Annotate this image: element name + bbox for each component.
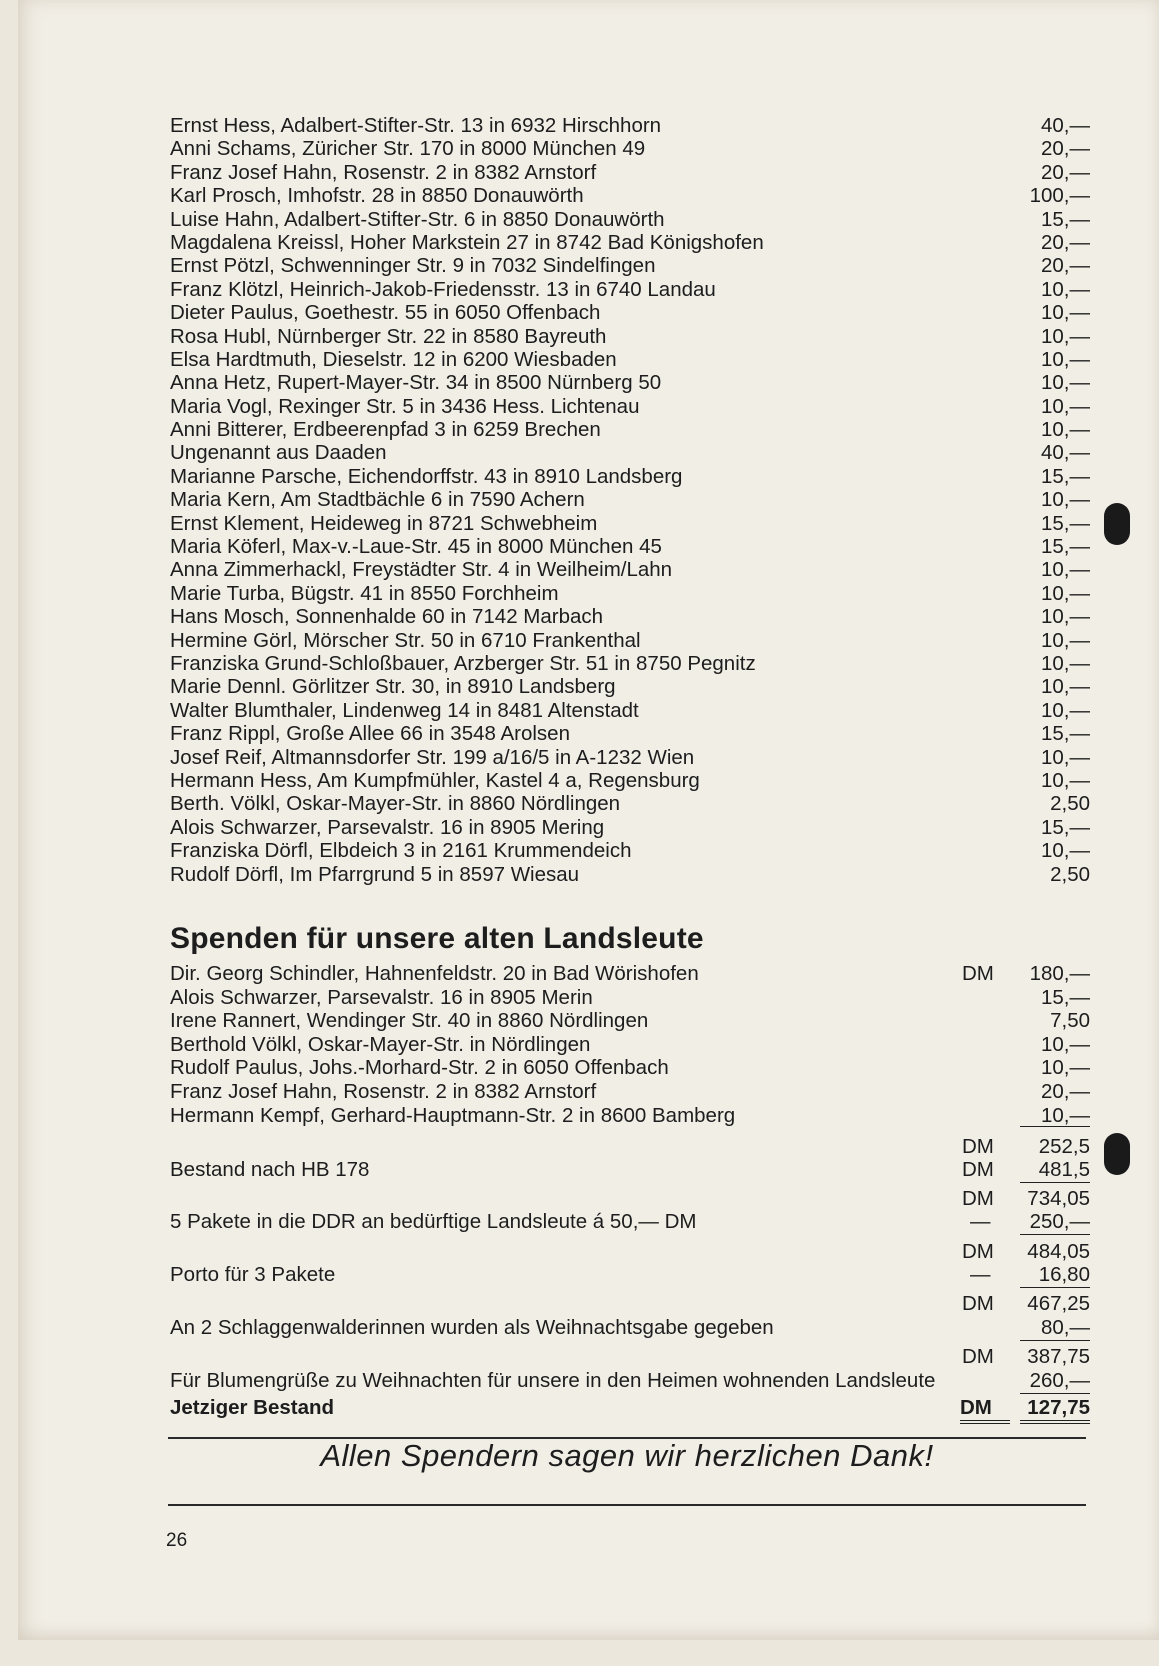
donor-name: Franz Josef Hahn, Rosenstr. 2 in 8382 Arnstorf <box>170 160 597 184</box>
donation-amount: 40,— <box>1041 114 1090 137</box>
amount: 481,5 <box>1020 1158 1090 1183</box>
ledger-sum-4 <box>170 1292 1090 1316</box>
thanks-text: Allen Spendern sagen wir herzlichen Dank! <box>320 1438 934 1473</box>
donation-amount: 10,— <box>1041 768 1090 792</box>
donation-amount: 10,— <box>1041 371 1090 395</box>
donation-amount: 20,— <box>1041 230 1090 254</box>
currency: DM <box>962 1187 994 1210</box>
currency: DM <box>962 1240 994 1263</box>
donation-row <box>170 605 1090 628</box>
elder-donation-row <box>170 1104 1090 1128</box>
elder-donation-row <box>170 962 1090 986</box>
label: Porto für 3 Pakete <box>170 1263 336 1286</box>
donation-row <box>170 371 1090 394</box>
donation-amount: 10,— <box>1041 347 1090 371</box>
label: Jetziger Bestand <box>170 1396 335 1419</box>
donation-amount: 15,— <box>1041 511 1090 535</box>
donation-amount: 10,— <box>1041 558 1090 582</box>
elder-donation-list <box>170 962 1090 1127</box>
donation-row <box>170 722 1090 745</box>
currency <box>962 1056 1020 1080</box>
currency: DM <box>962 1345 994 1368</box>
page-number: 26 <box>166 1530 188 1551</box>
donor-name: Hans Mosch, Sonnenhalde 60 in 7142 Marbach <box>170 605 604 629</box>
currency <box>962 1033 1020 1057</box>
donation-row <box>170 114 1090 137</box>
amount: 260,— <box>1020 1369 1090 1394</box>
donation-row <box>170 208 1090 231</box>
donor-name: Hermann Kempf, Gerhard-Hauptmann-Str. 2 in 8600 Bamberg <box>170 1103 736 1127</box>
donor-name: Magdalena Kreissl, Hoher Markstein 27 in 8742 Bad Königshofen <box>170 230 764 254</box>
ledger-porto <box>170 1263 1090 1287</box>
donation-amount: 15,— <box>1041 985 1090 1009</box>
donor-name: Rudolf Dörfl, Im Pfarrgrund 5 in 8597 Wiesau <box>170 862 580 886</box>
donor-name: Anni Schams, Züricher Str. 170 in 8000 München 49 <box>170 137 646 161</box>
donation-amount: 10,— <box>1041 1056 1090 1080</box>
donation-amount: 10,— <box>1041 675 1090 699</box>
donation-row <box>170 863 1090 886</box>
donor-name: Alois Schwarzer, Parsevalstr. 16 in 8905 Mering <box>170 815 605 839</box>
donation-amount: 10,— <box>1041 394 1090 418</box>
donation-amount: 10,— <box>1041 277 1090 301</box>
donation-amount: 40,— <box>1041 441 1090 465</box>
donation-row <box>170 137 1090 160</box>
donor-name: Hermann Hess, Am Kumpfmühler, Kastel 4 a, Regensburg <box>170 768 700 792</box>
donor-name: Irene Rannert, Wendinger Str. 40 in 8860 Nördlingen <box>170 1009 649 1033</box>
amount: 467,25 <box>1027 1292 1090 1315</box>
label: Für Blumengrüße zu Weihnachten für unsere in den Heimen wohnenden Landsleute <box>170 1369 936 1392</box>
donor-name: Hermine Görl, Mörscher Str. 50 in 6710 Frankenthal <box>170 628 641 652</box>
donor-name: Franz Josef Hahn, Rosenstr. 2 in 8382 Arnstorf <box>170 1079 597 1103</box>
donor-name: Maria Vogl, Rexinger Str. 5 in 3436 Hess. Lichtenau <box>170 394 640 418</box>
donation-row <box>170 792 1090 815</box>
amount: 127,75 <box>1020 1396 1090 1424</box>
amount: 80,— <box>1020 1316 1090 1341</box>
donor-name: Anna Hetz, Rupert-Mayer-Str. 34 in 8500 Nürnberg 50 <box>170 371 662 395</box>
donation-list <box>170 114 1090 886</box>
donor-name: Ernst Pötzl, Schwenninger Str. 9 in 7032 Sindelfingen <box>170 254 656 278</box>
donation-amount: 10,— <box>1041 488 1090 512</box>
donation-row <box>170 629 1090 652</box>
donor-name: Elsa Hardtmuth, Dieselstr. 12 in 6200 Wiesbaden <box>170 347 617 371</box>
donation-amount: 10,— <box>1041 745 1090 769</box>
ledger-blumen <box>170 1369 1090 1393</box>
donation-row <box>170 699 1090 722</box>
donation-amount: 15,— <box>1041 535 1090 559</box>
donation-amount: 10,— <box>1041 651 1090 675</box>
currency: DM <box>960 1396 1010 1424</box>
minus-sign: — <box>970 1210 991 1233</box>
elder-donation-row <box>170 986 1090 1010</box>
donation-amount: 20,— <box>1041 254 1090 278</box>
donor-name: Berthold Völkl, Oskar-Mayer-Str. in Nördlingen <box>170 1032 591 1056</box>
donation-amount: 10,— <box>1041 698 1090 722</box>
donation-amount: 15,— <box>1041 464 1090 488</box>
donation-amount: 180,— <box>1029 962 1090 985</box>
donation-row <box>170 441 1090 464</box>
currency: DM <box>962 962 994 985</box>
ledger-subtotal-1 <box>170 1135 1090 1159</box>
donation-row <box>170 395 1090 418</box>
donor-name: Maria Kern, Am Stadtbächle 6 in 7590 Achern <box>170 488 585 512</box>
donation-row <box>170 839 1090 862</box>
donor-name: Josef Reif, Altmannsdorfer Str. 199 a/16/5 in A-1232 Wien <box>170 745 695 769</box>
donation-row <box>170 465 1090 488</box>
donation-amount: 10,— <box>1020 1104 1090 1128</box>
donor-name: Ungenannt aus Daaden <box>170 441 387 465</box>
donation-amount: 2,50 <box>1050 792 1090 816</box>
donation-amount: 20,— <box>1041 1079 1090 1103</box>
label: An 2 Schlaggenwalderinnen wurden als Weihnachtsgabe gegeben <box>170 1316 774 1339</box>
currency <box>962 1104 1020 1128</box>
elder-donation-row <box>170 1056 1090 1080</box>
donation-amount: 15,— <box>1041 207 1090 231</box>
section-heading: Spenden für unsere alten Landsleute <box>170 922 704 955</box>
punch-hole-bottom <box>1104 1133 1130 1175</box>
donation-amount: 10,— <box>1041 301 1090 325</box>
currency: DM <box>962 1135 994 1158</box>
donor-name: Franz Klötzl, Heinrich-Jakob-Friedensstr. 13 in 6740 Landau <box>170 277 716 301</box>
donation-amount: 10,— <box>1041 839 1090 863</box>
ledger-final <box>170 1396 1090 1420</box>
amount: 734,05 <box>1027 1187 1090 1210</box>
divider-bottom <box>168 1504 1086 1506</box>
donation-amount: 15,— <box>1041 815 1090 839</box>
donation-row <box>170 652 1090 675</box>
ledger-pakete <box>170 1210 1090 1234</box>
donation-amount: 10,— <box>1041 324 1090 348</box>
donor-name: Karl Prosch, Imhofstr. 28 in 8850 Donauwörth <box>170 184 584 208</box>
donation-amount: 20,— <box>1041 160 1090 184</box>
donation-amount: 10,— <box>1041 605 1090 629</box>
donation-amount: 10,— <box>1041 418 1090 442</box>
donor-name: Ernst Hess, Adalbert-Stifter-Str. 13 in 6932 Hirschhorn <box>170 114 662 137</box>
donation-row <box>170 746 1090 769</box>
donation-amount: 2,50 <box>1050 862 1090 886</box>
donation-row <box>170 278 1090 301</box>
donation-row <box>170 325 1090 348</box>
donation-row <box>170 816 1090 839</box>
donation-amount: 15,— <box>1041 722 1090 746</box>
donor-name: Dieter Paulus, Goethestr. 55 in 6050 Offenbach <box>170 301 601 325</box>
ledger-sum-3 <box>170 1240 1090 1264</box>
donation-row <box>170 675 1090 698</box>
donor-name: Alois Schwarzer, Parsevalstr. 16 in 8905 Merin <box>170 985 593 1009</box>
donation-row <box>170 512 1090 535</box>
donor-name: Franz Rippl, Große Allee 66 in 3548 Arolsen <box>170 722 570 746</box>
donor-name: Anna Zimmerhackl, Freystädter Str. 4 in Weilheim/Lahn <box>170 558 673 582</box>
donation-row <box>170 769 1090 792</box>
ledger-sum-2 <box>170 1187 1090 1211</box>
donation-amount: 7,50 <box>1050 1009 1090 1033</box>
amount: 484,05 <box>1027 1240 1090 1263</box>
donation-row <box>170 184 1090 207</box>
donor-name: Marie Turba, Bügstr. 41 in 8550 Forchheim <box>170 581 559 605</box>
donor-name: Rudolf Paulus, Johs.-Morhard-Str. 2 in 6050 Offenbach <box>170 1056 669 1080</box>
donor-name: Rosa Hubl, Nürnberger Str. 22 in 8580 Bayreuth <box>170 324 607 348</box>
donor-name: Berth. Völkl, Oskar-Mayer-Str. in 8860 Nördlingen <box>170 792 621 816</box>
ledger-bestand <box>170 1158 1090 1182</box>
elder-donation-row <box>170 1009 1090 1033</box>
donor-name: Franziska Grund-Schloßbauer, Arzberger Str. 51 in 8750 Pegnitz <box>170 651 756 675</box>
donation-row <box>170 301 1090 324</box>
donation-amount: 10,— <box>1041 628 1090 652</box>
donation-amount: 100,— <box>1029 184 1090 208</box>
donor-name: Luise Hahn, Adalbert-Stifter-Str. 6 in 8850 Donauwörth <box>170 207 665 231</box>
elder-donation-row <box>170 1080 1090 1104</box>
donation-row <box>170 231 1090 254</box>
donation-amount: 10,— <box>1041 581 1090 605</box>
donor-name: Ernst Klement, Heideweg in 8721 Schwebheim <box>170 511 598 535</box>
amount: 252,5 <box>1038 1135 1090 1158</box>
label: Bestand nach HB 178 <box>170 1158 370 1181</box>
currency: DM <box>962 1292 994 1315</box>
donation-row <box>170 348 1090 371</box>
ledger-schlag <box>170 1316 1090 1340</box>
currency <box>962 1009 1020 1033</box>
currency: DM <box>962 1158 994 1181</box>
currency <box>962 1080 1020 1104</box>
label: 5 Pakete in die DDR an bedürftige Landsleute á 50,— DM <box>170 1210 697 1233</box>
donation-row <box>170 535 1090 558</box>
elder-donation-row <box>170 1033 1090 1057</box>
donation-row <box>170 161 1090 184</box>
donor-name: Marie Dennl. Görlitzer Str. 30, in 8910 Landsberg <box>170 675 616 699</box>
ledger-sum-5 <box>170 1345 1090 1369</box>
donor-name: Walter Blumthaler, Lindenweg 14 in 8481 Altenstadt <box>170 698 639 722</box>
donor-name: Maria Köferl, Max-v.-Laue-Str. 45 in 8000 München 45 <box>170 535 662 559</box>
amount: 387,75 <box>1027 1345 1090 1368</box>
currency <box>962 986 1020 1010</box>
amount: 16,80 <box>1020 1263 1090 1288</box>
donation-amount: 10,— <box>1041 1032 1090 1056</box>
donation-row <box>170 488 1090 511</box>
donor-name: Franziska Dörfl, Elbdeich 3 in 2161 Krummendeich <box>170 839 632 863</box>
donation-row <box>170 418 1090 441</box>
donation-row <box>170 582 1090 605</box>
donor-name: Marianne Parsche, Eichendorffstr. 43 in 8910 Landsberg <box>170 464 683 488</box>
donation-row <box>170 558 1090 581</box>
amount: 250,— <box>1020 1210 1090 1235</box>
punch-hole-top <box>1104 503 1130 545</box>
donation-row <box>170 254 1090 277</box>
donation-amount: 20,— <box>1041 137 1090 161</box>
donor-name: Dir. Georg Schindler, Hahnenfeldstr. 20 in Bad Wörishofen <box>170 962 699 985</box>
minus-sign: — <box>970 1263 991 1286</box>
donor-name: Anni Bitterer, Erdbeerenpfad 3 in 6259 Brechen <box>170 418 601 442</box>
